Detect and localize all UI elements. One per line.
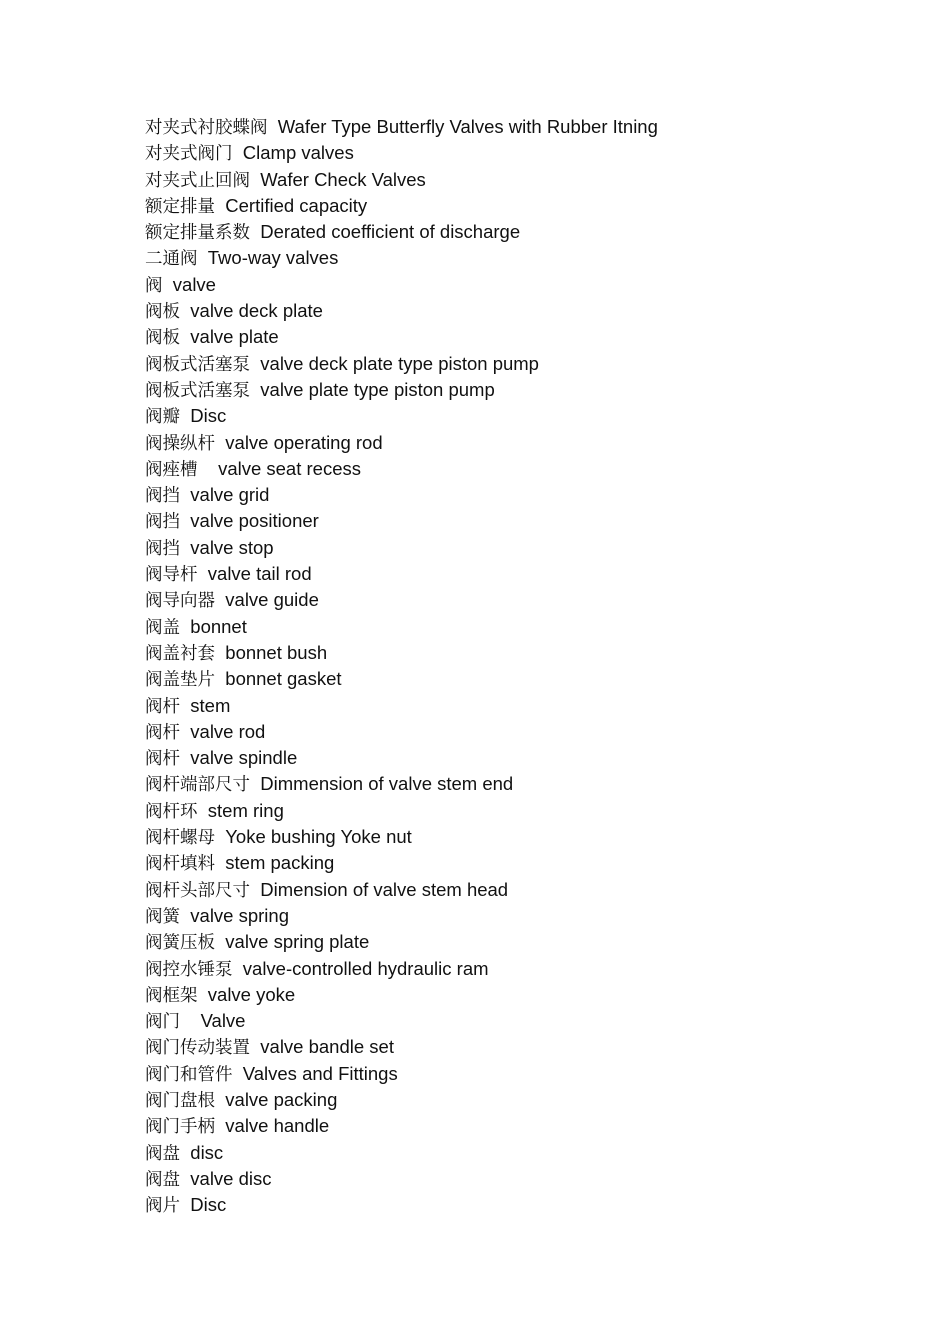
- english-term: valve plate: [190, 326, 279, 348]
- english-term: valve operating rod: [225, 431, 383, 453]
- chinese-term: 对夹式衬胶蝶阀: [145, 118, 268, 138]
- term-separator: [250, 221, 260, 242]
- english-term: valve yoke: [207, 983, 296, 1005]
- glossary-entry: [145, 1061, 658, 1087]
- chinese-term: 阀框架: [145, 985, 198, 1006]
- english-term: valve spring plate: [225, 931, 370, 953]
- english-term: valve tail rod: [207, 563, 312, 585]
- english-term: valve-controlled hydraulic ram: [242, 957, 489, 979]
- chinese-term: 额定排量系数: [145, 223, 250, 244]
- term-separator: [250, 169, 260, 190]
- glossary-entry: [145, 272, 658, 298]
- english-term: Clamp valves: [242, 142, 354, 164]
- english-term: valve spindle: [190, 747, 298, 769]
- term-separator: [180, 905, 190, 926]
- glossary-entry: [145, 193, 658, 219]
- term-separator: [215, 1089, 225, 1110]
- term-separator: [180, 537, 190, 558]
- chinese-term: 阀杆环: [145, 801, 198, 822]
- chinese-term: 阀板: [145, 328, 180, 349]
- term-separator: [180, 747, 190, 768]
- term-separator: [215, 589, 225, 610]
- glossary-entry: [145, 666, 658, 692]
- glossary-entry: [145, 324, 658, 350]
- glossary-entry: [145, 403, 658, 429]
- chinese-term: 阀瓣: [145, 407, 180, 428]
- glossary-entry: [145, 982, 658, 1008]
- glossary-entry: [145, 1140, 658, 1166]
- glossary-entry: [145, 640, 658, 666]
- term-separator: [250, 879, 260, 900]
- glossary-entry: [145, 771, 658, 797]
- term-separator: [180, 616, 190, 637]
- english-term: stem: [190, 694, 231, 716]
- glossary-entry: [145, 693, 658, 719]
- term-separator: [215, 432, 225, 453]
- glossary-entry: [145, 351, 658, 377]
- chinese-term: 阀杆: [145, 722, 180, 743]
- chinese-term: 二通阀: [145, 249, 198, 270]
- english-term: valve rod: [190, 720, 266, 742]
- chinese-term: 阀簧压板: [145, 933, 215, 954]
- chinese-term: 阀门盘根: [145, 1090, 215, 1111]
- term-separator: [198, 458, 219, 479]
- term-separator: [180, 1010, 201, 1031]
- english-term: disc: [190, 1141, 224, 1163]
- english-term: valve handle: [225, 1115, 330, 1137]
- chinese-term: 阀盖衬套: [145, 643, 215, 664]
- term-separator: [180, 721, 190, 742]
- english-term: Two-way valves: [207, 247, 339, 269]
- chinese-term: 阀板: [145, 302, 180, 323]
- english-term: Valve: [200, 1010, 246, 1032]
- glossary-entry: [145, 614, 658, 640]
- english-term: stem ring: [207, 799, 284, 821]
- term-separator: [198, 984, 208, 1005]
- term-separator: [215, 668, 225, 689]
- english-term: Disc: [190, 1194, 227, 1216]
- term-separator: [198, 800, 208, 821]
- english-term: valve positioner: [190, 510, 319, 532]
- chinese-term: 阀片: [145, 1196, 180, 1217]
- glossary-entry: [145, 956, 658, 982]
- chinese-term: 阀杆: [145, 696, 180, 717]
- english-term: valve guide: [225, 589, 319, 611]
- glossary-entry: [145, 929, 658, 955]
- chinese-term: 阀杆螺母: [145, 828, 215, 849]
- chinese-term: 阀簧: [145, 906, 180, 927]
- glossary-entry: [145, 167, 658, 193]
- term-separator: [163, 274, 173, 295]
- glossary-entry: [145, 508, 658, 534]
- chinese-term: 阀痤槽: [145, 459, 198, 480]
- term-separator: [250, 379, 260, 400]
- english-term: valve bandle set: [260, 1036, 394, 1058]
- glossary-entry: [145, 456, 658, 482]
- glossary-entry: [145, 561, 658, 587]
- english-term: valve grid: [190, 484, 270, 506]
- english-term: Derated coefficient of discharge: [260, 221, 521, 243]
- chinese-term: 阀杆: [145, 749, 180, 770]
- term-separator: [180, 300, 190, 321]
- glossary-entry: [145, 298, 658, 324]
- chinese-term: 对夹式止回阀: [145, 170, 250, 191]
- english-term: Wafer Type Butterfly Valves with Rubber Itning: [277, 116, 658, 137]
- chinese-term: 阀盖垫片: [145, 670, 215, 691]
- term-separator: [180, 510, 190, 531]
- english-term: valve plate type piston pump: [260, 378, 495, 400]
- chinese-term: 阀盘: [145, 1143, 180, 1164]
- english-term: valve spring: [190, 904, 289, 926]
- term-separator: [250, 1036, 260, 1057]
- chinese-term: 阀导杆: [145, 565, 198, 586]
- chinese-term: 阀挡: [145, 538, 180, 559]
- english-term: Yoke bushing Yoke nut: [225, 826, 412, 848]
- chinese-term: 阀杆端部尺寸: [145, 775, 250, 796]
- glossary-entry: [145, 140, 658, 166]
- glossary-entry: [145, 114, 658, 140]
- chinese-term: 额定排量: [145, 196, 215, 217]
- english-term: Dimension of valve stem head: [260, 878, 509, 900]
- term-separator: [180, 1168, 190, 1189]
- glossary-entry: [145, 798, 658, 824]
- chinese-term: 阀板式活塞泵: [145, 380, 250, 401]
- term-separator: [198, 563, 208, 584]
- term-separator: [198, 247, 208, 268]
- glossary-entry: [145, 824, 658, 850]
- glossary-entry: [145, 719, 658, 745]
- english-term: valve disc: [190, 1167, 272, 1189]
- term-separator: [215, 1115, 225, 1136]
- english-term: valve packing: [225, 1088, 338, 1110]
- glossary-entry: [145, 1008, 658, 1034]
- term-separator: [215, 195, 225, 216]
- glossary-entry: [145, 877, 658, 903]
- term-separator: [268, 116, 278, 137]
- english-term: Dimmension of valve stem end: [260, 773, 514, 795]
- english-term: valve: [172, 273, 216, 295]
- glossary-entry: [145, 1034, 658, 1060]
- english-term: bonnet gasket: [225, 668, 342, 690]
- glossary-entry: [145, 245, 658, 271]
- chinese-term: 阀挡: [145, 512, 180, 533]
- glossary-entry: [145, 1113, 658, 1139]
- english-term: bonnet: [190, 615, 247, 637]
- english-term: Valves and Fittings: [242, 1062, 398, 1084]
- term-separator: [180, 405, 190, 426]
- glossary-entry: [145, 850, 658, 876]
- english-term: valve seat recess: [218, 457, 361, 479]
- glossary-entry: [145, 1166, 658, 1192]
- english-term: stem packing: [225, 852, 335, 874]
- chinese-term: 对夹式阀门: [145, 144, 233, 165]
- term-separator: [215, 931, 225, 952]
- english-term: Disc: [190, 405, 227, 427]
- english-term: bonnet bush: [225, 641, 328, 663]
- english-term: Wafer Check Valves: [260, 168, 426, 190]
- term-separator: [250, 773, 260, 794]
- term-separator: [233, 958, 243, 979]
- chinese-term: 阀盖: [145, 617, 180, 638]
- glossary-entry: [145, 535, 658, 561]
- glossary-entry: [145, 430, 658, 456]
- term-separator: [180, 326, 190, 347]
- chinese-term: 阀挡: [145, 486, 180, 507]
- glossary-entry: [145, 903, 658, 929]
- term-separator: [215, 642, 225, 663]
- term-separator: [215, 852, 225, 873]
- term-separator: [180, 484, 190, 505]
- chinese-term: 阀导向器: [145, 591, 215, 612]
- chinese-term: 阀门手柄: [145, 1117, 215, 1138]
- term-separator: [233, 142, 243, 163]
- chinese-term: 阀: [145, 275, 163, 296]
- glossary-entry: [145, 1087, 658, 1113]
- english-term: valve deck plate: [190, 300, 323, 322]
- chinese-term: 阀板式活塞泵: [145, 354, 250, 375]
- term-separator: [233, 1063, 243, 1084]
- glossary-entry: [145, 1192, 658, 1218]
- term-separator: [250, 353, 260, 374]
- english-term: Certified capacity: [225, 194, 368, 216]
- chinese-term: 阀门传动装置: [145, 1038, 250, 1059]
- chinese-term: 阀杆填料: [145, 854, 215, 875]
- chinese-term: 阀门和管件: [145, 1064, 233, 1085]
- chinese-term: 阀门: [145, 1012, 180, 1033]
- glossary-entry: [145, 482, 658, 508]
- glossary-entry: [145, 587, 658, 613]
- glossary-entry: [145, 219, 658, 245]
- chinese-term: 阀盘: [145, 1169, 180, 1190]
- chinese-term: 阀操纵杆: [145, 433, 215, 454]
- glossary-entry: [145, 377, 658, 403]
- chinese-term: 阀杆头部尺寸: [145, 880, 250, 901]
- term-separator: [180, 695, 190, 716]
- english-term: valve stop: [190, 536, 274, 558]
- term-separator: [180, 1142, 190, 1163]
- term-separator: [215, 826, 225, 847]
- term-separator: [180, 1194, 190, 1215]
- english-term: valve deck plate type piston pump: [260, 352, 539, 374]
- chinese-term: 阀控水锤泵: [145, 959, 233, 980]
- glossary-list: [145, 114, 658, 1218]
- glossary-entry: [145, 745, 658, 771]
